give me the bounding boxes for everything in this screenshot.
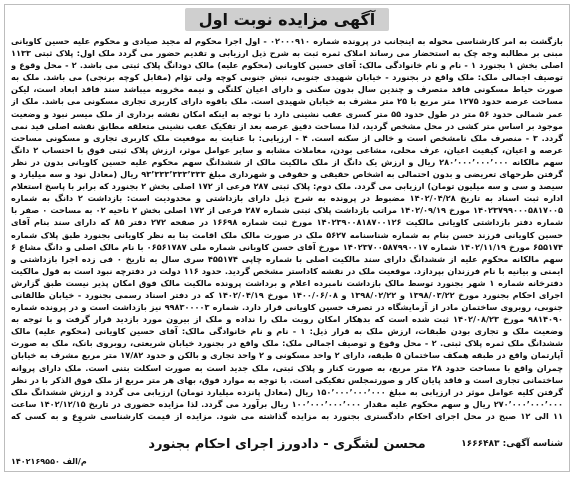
notice-sheet — [4, 4, 570, 472]
signature: محسن لشگری - دادورز اجرای احکام بجنورد — [148, 437, 426, 452]
agency-id: شناسه آگهی: ۱۶۶۶۴۸۳ — [461, 439, 563, 449]
notice-title: آگهی مزایده نوبت اول — [185, 8, 390, 31]
title-wrap — [5, 8, 569, 31]
ref-code: ۱۴۰۲۱۶۹۵۵۰ م/الف — [11, 457, 87, 466]
notice-body: بازگشت به امر کارشناسی محوله به اینجانب در پرونده شماره ۰۲۰۰۰۹۱۰ - اول اجرا محکوم له مجید صیادی و محکوم علیه حسین کاویانی مبنی بر مطالبه وجه چک به استحضار می رساند املاک ثمره ثبت به شرح ذیل ارزیابی و تقدیم حضور می گردد ملک اول: پلاک ثبتی ۱۱۳۳ اصلی بخش ۱ بجنورد ۱ - نام و نام خانوادگی مالک: آقای حسین کاویانی (محکوم علیه) مالک دودانگ پلاک ثبتی می باشد. ۲ - محل وقوع و توصیف اجمالی ملک: ملک واقع در بجنورد - خیابان شهیدی جنوبی، نبش جنوبی کوچه ولی تؤام (مقابل کوچه برنجی) می باشد. ملک به صورت حیاط مسکونی فاقد متصرف و چندین سال بدون سکنی و دارای اعیان کلنگی و نیمه مخروبه میباشد سند فاقد ابعاد است، لیکن مساحت عرصه حدود ۱۲۷۵ متر مربع با ۲۵ متر مشرف به خیابان شهیدی است. ملک باقوه دارای کاربری تجاری مسکونی می باشد. ملک از عمر شمالی حدود ۵۶ متر در طول حدود ۵۵ متر کسری عقب نشینی دارد با توجه به اینکه امکان نقشه برداری از ملک میسر نبود و وضعیت موجود بر اساس متر کشی در محل مشخص گردید، لذا مساحت دقیق عرصه بعد از تفکیک عقب نشینی متعلقه مطابق نقشه اصلی قید نمی گردد. ۳ - منصرف ملک نامشخص است و خالی از سکنه است. ۴ - ارزیابی: با عنایت به موقعیت ملک کاربری تجاری و مسکونی مساحت عرصه و اعیان، کیفیت اعیان، عرف محلی، مشاعی بودن، معاملات مشابه و سایر عوامل موثر، ارزش پلاک ثبتی فوق با احتساب ۲ دانگ سهم مالکانه ۲۸۰٬۰۰۰٬۰۰۰٬۰۰۰ ریال و ارزش یک دانگ از ملک مالکیت مالک از ششدانگ سهم محکوم علیه حسین کاویانی بدون در نظر گرفتن طرحهای تعریضی و بدون احتمالی به اشخاص حقیقی و حقوقی و شهرداری مبلغ ۹۳٬۳۳۳٬۳۳۳٬۳۳۳ ریال (معادل نود و سه میلیارد و سیصد و سی و سه میلیون تومان) ارزیابی می گردد. ملک دوم: پلاک ثبتی ۲۸۷ فرعی از ۱۷۲ اصلی بخش ۲ بجنورد که برابر با پاسخ استعلام اداره ثبت اسناد به تاریخ ۱۴۰۲/۰۴/۲۸ مضبوط در پرونده به شرح ذیل دارای بازداشتی و محدودیت است: بازداشت ۲ دانگ به شماره ۱۴۰۲۳۷۹۹۰۰۰۵۸۱۷۰۰۵ مورخ ۱۴۰۲/۰۹/۱۹ مراتب بازداشت پلاک ثبتی شماره ۲۸۷ فرعی از ۱۷۲ اصلی بخش ۲ ناحیه ۰۲ به مساحت ۰ صفر با شماره دفتر بازداشتی کاویانی مالکیت ۱۴۰۲۳۹۰۰۸۱۸۷۰۰۱۲۶ مورخ ثبت شماره ۱۶۶۹۸ در صفحه ۲۷۲ دفتر ۸۵ که دارای سند بنام آقای حسین کاویانی فرزند حسن بنام به شماره شناسنامه ۵۶۲۷ ملک در صورت مالک ملک اقامت بنا به نظر کاویانی بجنورد طبق پلاک شماره ۶۵۵۱۷۴ مورخ ۱۴۰۲/۱۱/۱۹ شماره ۱۴۰۲۳۷۰۰۵۸۷۹۹۰۰۱۷ مورخ آقای حسن کاویانی شماره ملی ۰۶۵۶۱۷۸۷ با نام مالک اصلی و دانگ مشاع ۶ سهم مالکانه محکوم علیه از ششدانگ دارای سند مالکیت اصلی با شماره چاپی ۴۵۵۱۷۴ سری سال به تاریخ ۰ فی زده اجرا بازداشتی و ایمنی و بیانیه با نام فرزندان بپردازد. موقعیت ملک در نقشه کاداستر مشخص گردید. حدود ۱۱۶ دولت در دفترچه نبود است به قول مالکیت دفترخانه شماره ۱ شهر بجنورد توسط مالک بازداشت نامبرده اعلام و برداشت پرونده مالکیت مالک فوق امکان پذیر نیست طبق گزارش اجرای احکام بجنورد مورخ ۱۳۹۸/۰۳/۲۲ و ۱۳۹۸/۰۲/۲۲ و ۱۴۰۰/۰۶/۰۸ مورخ ۱۴۰۲/۰۴/۱۹ که در دفتر اسناد رسمی بجنورد - خیابان طالقانی جنوبی، روبروی ساختمان مادر از آزمایشگاه در تصرف حسین کاویانی قرار دارد. شماره ۹۹۸۳۰۰۰۰۳ نیز بازداشت است و در پرونده شماره ۹۸۱۴۰۹۰ مورخ ۱۴۰۲/۰۸/۲۳ ثبت شده است که بدهکار امکان رویت ملک را نداده و ملک از بیرون مورد بازدید قرار گرفت و با توجه به وضعیت ملک و تجاری بودن طبقات، ارزش ملک به قرار ذیل: ۱ - نام و نام خانوادگی مالک: آقای حسین کاویانی (محکوم علیه) مالک ششدانگ ملک ثمره پلاک ثبتی. ۲ - محل وقوع و توصیف اجمالی ملک: ملک واقع در بجنورد خیابان شریعتی، روبروی بانک، ملک به صورت آپارتمان واقع در طبقه همکف ساختمان ۵ طبقه، دارای ۲ واحد مسکونی و ۲ واحد تجاری و بالکن و حدود ۱۷/۸۲ متر مربع مشرف به خیابان چمران واقع با مساحت حدود ۲۸ متر مربع، به صورت کنار و پلاک ثبتی، ملک جدید است به صورت اسکلت بتنی است. ملک دارای پروانه ساختمانی تجاری است و فاقد پایان کار و صورتمجلس تفکیکی است. با توجه به موارد فوق، بهای هر متر مربع از ملک فوق الذکر با در نظر گرفتن کلیه عوامل موثر در ارزیابی به مبلغ ۱۵۰٬۰۰۰٬۰۰۰٬۰۰۰ ریال (معادل پانزده میلیارد تومان) ارزیابی می گردد و ارزش ششدانگ ملک ۲۷۰٬۰۰۰٬۰۰۰٬۰۰۰ ریال و سهم محکوم علیه مقدار ۱۰۰٬۰۰۰٬۰۰۰٬۰۰۰ ریال برآورد می گردد. لذا مزایده حضوری در تاریخ ۱۴۰۲/۱۲/۱۵ ساعت ۱۱ الی ۱۲ صبح در محل اجرای احکام دادگستری بجنورد به مزایده گذاشته می شود. مزایده از قیمت کارشناسی شروع و به کسی که — [11, 36, 563, 421]
notice-footer — [11, 429, 563, 469]
